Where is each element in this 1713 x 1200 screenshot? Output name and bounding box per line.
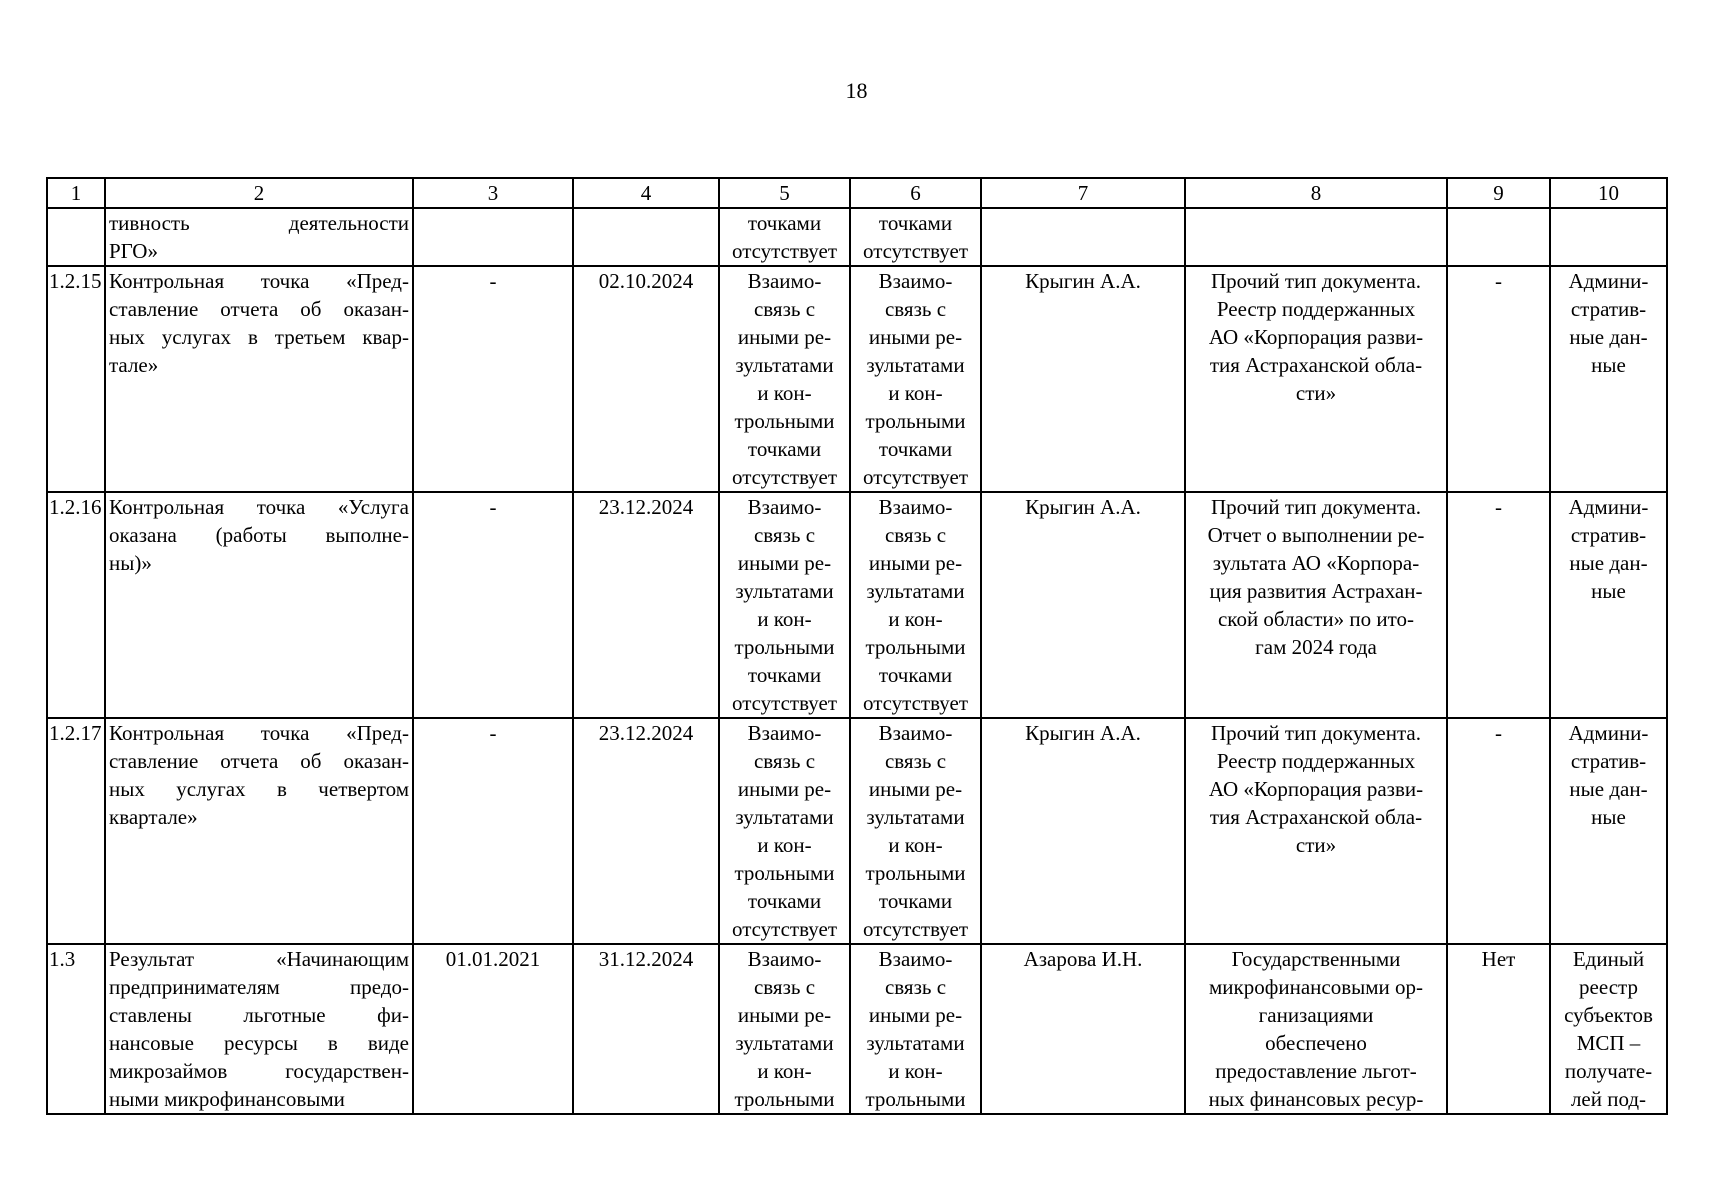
relation-cell-6-line: иными ре- <box>868 325 963 349</box>
relation-cell-6-line: связь с <box>884 297 947 321</box>
data-source-cell-line: стратив- <box>1570 297 1647 321</box>
data-source-cell-line: Админи- <box>1568 495 1649 519</box>
end-date-cell: 02.10.2024 <box>573 266 719 492</box>
name-cell-line: ными микрофинансовыми <box>109 1087 345 1111</box>
relation-cell-5-line: отсутствует <box>731 917 838 941</box>
name-cell <box>105 944 413 1114</box>
name-cell-line: микрозаймов государствен- <box>109 1059 409 1083</box>
table-row <box>47 492 1667 718</box>
document-type-cell-line: АО «Корпорация разви- <box>1208 777 1424 801</box>
header-cell-2: 2 <box>105 178 413 208</box>
data-source-cell-line: ные дан- <box>1569 325 1648 349</box>
relation-cell-6-line: иными ре- <box>868 1003 963 1027</box>
document-type-cell-line: тия Астраханской обла- <box>1209 353 1423 377</box>
relation-cell-5-line: и кон- <box>757 381 812 405</box>
relation-cell-6-line: связь с <box>884 975 947 999</box>
data-source-cell-line: Единый <box>1572 947 1645 971</box>
name-cell-line: Результат «Начинающим <box>109 947 409 971</box>
relation-cell-6-line: иными ре- <box>868 777 963 801</box>
data-source-cell-line: ные дан- <box>1569 777 1648 801</box>
relation-cell-5-line: связь с <box>753 975 816 999</box>
relation-cell-6-line: зультатами <box>866 1031 965 1055</box>
data-source-cell-line: Админи- <box>1568 721 1649 745</box>
relation-cell-6-line: зультатами <box>866 805 965 829</box>
name-cell-line: нансовые ресурсы в виде <box>109 1031 409 1055</box>
relation-cell-6 <box>850 208 981 266</box>
document-type-cell-line: Прочий тип документа. <box>1211 721 1421 745</box>
header-cell-7: 7 <box>981 178 1185 208</box>
table-row <box>47 944 1667 1114</box>
relation-cell-5-line: зультатами <box>735 1031 834 1055</box>
header-cell-10: 10 <box>1550 178 1667 208</box>
header-cell-5: 5 <box>719 178 850 208</box>
relation-cell-5-line: точками <box>747 437 822 461</box>
document-type-cell-line: предоставление льгот- <box>1215 1059 1417 1083</box>
document-type-cell-line: сти» <box>1295 381 1337 405</box>
document-type-cell-line: обеспечено <box>1265 1031 1367 1055</box>
data-source-cell-line: ные <box>1591 579 1626 603</box>
header-cell-6: 6 <box>850 178 981 208</box>
data-source-cell <box>1550 492 1667 718</box>
data-source-cell <box>1550 208 1667 266</box>
column-9-cell: - <box>1447 718 1550 944</box>
relation-cell-5-line: Взаимо- <box>747 495 822 519</box>
relation-cell-6-line: трольными <box>865 409 966 433</box>
header-cell-1: 1 <box>47 178 105 208</box>
relation-cell-6-line: Взаимо- <box>878 947 953 971</box>
relation-cell-6-line: отсутствует <box>862 917 969 941</box>
relation-cell-6-line: зультатами <box>866 353 965 377</box>
relation-cell-6 <box>850 944 981 1114</box>
relation-cell-5-line: и кон- <box>757 833 812 857</box>
name-cell-line: квартале» <box>109 805 198 829</box>
table-row <box>47 208 1667 266</box>
relation-cell-5 <box>719 718 850 944</box>
relation-cell-5 <box>719 944 850 1114</box>
name-cell <box>105 718 413 944</box>
document-type-cell-line: АО «Корпорация разви- <box>1208 325 1424 349</box>
start-date-cell: 01.01.2021 <box>413 944 573 1114</box>
relation-cell-6-line: точками <box>878 889 953 913</box>
relation-cell-6-line: зультатами <box>866 579 965 603</box>
end-date-cell: 31.12.2024 <box>573 944 719 1114</box>
document-type-cell-line: тия Астраханской обла- <box>1209 805 1423 829</box>
relation-cell-6-line: Взаимо- <box>878 495 953 519</box>
document-type-cell-line: Прочий тип документа. <box>1211 269 1421 293</box>
row-number-cell: 1.3 <box>47 944 105 1114</box>
relation-cell-6-line: точками <box>878 211 953 235</box>
column-9-cell: Нет <box>1447 944 1550 1114</box>
name-cell-line: ставление отчета об оказан- <box>109 297 409 321</box>
name-cell-line: ставлены льготные фи- <box>109 1003 409 1027</box>
relation-cell-5-line: связь с <box>753 523 816 547</box>
start-date-cell: - <box>413 266 573 492</box>
document-type-cell <box>1185 718 1447 944</box>
relation-cell-5-line: точками <box>747 211 822 235</box>
name-cell <box>105 492 413 718</box>
document-type-cell-line: зультата АО «Корпора- <box>1212 551 1420 575</box>
relation-cell-5-line: связь с <box>753 749 816 773</box>
responsible-cell: Азарова И.Н. <box>981 944 1185 1114</box>
name-cell-line: тивность деятельности <box>109 211 409 235</box>
relation-cell-5-line: зультатами <box>735 579 834 603</box>
relation-cell-6 <box>850 266 981 492</box>
relation-cell-5-line: Взаимо- <box>747 947 822 971</box>
relation-cell-5-line: отсутствует <box>731 691 838 715</box>
relation-cell-5-line: Взаимо- <box>747 269 822 293</box>
relation-cell-5-line: точками <box>747 889 822 913</box>
relation-cell-6-line: и кон- <box>888 607 943 631</box>
relation-cell-5 <box>719 266 850 492</box>
name-cell-line: Контрольная точка «Пред- <box>109 269 409 293</box>
table-row <box>47 718 1667 944</box>
data-source-cell-line: реестр <box>1579 975 1638 999</box>
table-header-row <box>47 178 1667 208</box>
relation-cell-6-line: отсутствует <box>862 691 969 715</box>
relation-cell-5-line: точками <box>747 663 822 687</box>
relation-cell-5-line: иными ре- <box>737 325 832 349</box>
relation-cell-6-line: точками <box>878 663 953 687</box>
relation-cell-6-line: Взаимо- <box>878 269 953 293</box>
relation-cell-6-line: трольными <box>865 1087 966 1111</box>
relation-cell-5-line: трольными <box>734 861 835 885</box>
name-cell <box>105 266 413 492</box>
document-type-cell <box>1185 492 1447 718</box>
row-number-cell: 1.2.17 <box>47 718 105 944</box>
document-type-cell-line: микрофинансовыми ор- <box>1209 975 1423 999</box>
document-type-cell-line: гам 2024 года <box>1255 635 1377 659</box>
column-9-cell: - <box>1447 492 1550 718</box>
data-source-cell-line: ные дан- <box>1569 551 1648 575</box>
document-type-cell-line: ской области» по ито- <box>1217 607 1414 631</box>
start-date-cell: - <box>413 718 573 944</box>
relation-cell-5-line: иными ре- <box>737 551 832 575</box>
relation-cell-6-line: связь с <box>884 749 947 773</box>
relation-cell-6-line: и кон- <box>888 1059 943 1083</box>
document-type-cell-line: Государственными <box>1231 947 1401 971</box>
data-source-cell <box>1550 944 1667 1114</box>
relation-cell-6-line: иными ре- <box>868 551 963 575</box>
relation-cell-5-line: зультатами <box>735 805 834 829</box>
document-type-cell <box>1185 208 1447 266</box>
relation-cell-5-line: отсутствует <box>731 239 838 263</box>
name-cell-line: предпринимателям предо- <box>109 975 409 999</box>
start-date-cell: - <box>413 492 573 718</box>
relation-cell-5-line: иными ре- <box>737 777 832 801</box>
name-cell-line: РГО» <box>109 239 158 263</box>
name-cell-line: ны)» <box>109 551 152 575</box>
row-number-cell: 1.2.15 <box>47 266 105 492</box>
row-number-cell: 1.2.16 <box>47 492 105 718</box>
document-type-cell-line: Отчет о выполнении ре- <box>1207 523 1425 547</box>
relation-cell-5-line: Взаимо- <box>747 721 822 745</box>
relation-cell-5-line: трольными <box>734 635 835 659</box>
data-source-cell <box>1550 718 1667 944</box>
column-9-cell <box>1447 208 1550 266</box>
data-source-cell-line: стратив- <box>1570 523 1647 547</box>
responsible-cell: Крыгин А.А. <box>981 492 1185 718</box>
column-9-cell: - <box>1447 266 1550 492</box>
responsible-cell: Крыгин А.А. <box>981 266 1185 492</box>
start-date-cell <box>413 208 573 266</box>
relation-cell-6-line: связь с <box>884 523 947 547</box>
data-source-cell-line: лей под- <box>1570 1087 1647 1111</box>
document-type-cell-line: Прочий тип документа. <box>1211 495 1421 519</box>
relation-cell-5-line: трольными <box>734 1087 835 1111</box>
header-cell-3: 3 <box>413 178 573 208</box>
data-source-cell-line: субъектов <box>1564 1003 1653 1027</box>
relation-cell-6-line: точками <box>878 437 953 461</box>
end-date-cell <box>573 208 719 266</box>
document-type-cell <box>1185 944 1447 1114</box>
name-cell <box>105 208 413 266</box>
relation-cell-5-line: отсутствует <box>731 465 838 489</box>
data-source-cell-line: получате- <box>1564 1059 1653 1083</box>
name-cell-line: ставление отчета об оказан- <box>109 749 409 773</box>
relation-cell-5 <box>719 208 850 266</box>
relation-cell-6-line: трольными <box>865 861 966 885</box>
document-type-cell-line: ганизациями <box>1258 1003 1374 1027</box>
data-source-cell-line: стратив- <box>1570 749 1647 773</box>
name-cell-line: Контрольная точка «Услуга <box>109 495 409 519</box>
relation-cell-6 <box>850 492 981 718</box>
document-table <box>46 177 1668 1115</box>
relation-cell-5-line: и кон- <box>757 1059 812 1083</box>
relation-cell-6-line: и кон- <box>888 381 943 405</box>
relation-cell-6-line: отсутствует <box>862 465 969 489</box>
end-date-cell: 23.12.2024 <box>573 718 719 944</box>
row-number-cell <box>47 208 105 266</box>
relation-cell-6-line: отсутствует <box>862 239 969 263</box>
document-type-cell-line: Реестр поддержанных <box>1216 297 1416 321</box>
name-cell-line: ных услугах в третьем квар- <box>109 325 409 349</box>
relation-cell-6-line: Взаимо- <box>878 721 953 745</box>
data-source-cell-line: Админи- <box>1568 269 1649 293</box>
relation-cell-6-line: трольными <box>865 635 966 659</box>
document-type-cell <box>1185 266 1447 492</box>
table-row <box>47 266 1667 492</box>
header-cell-8: 8 <box>1185 178 1447 208</box>
relation-cell-5 <box>719 492 850 718</box>
data-source-cell <box>1550 266 1667 492</box>
relation-cell-5-line: трольными <box>734 409 835 433</box>
header-cell-9: 9 <box>1447 178 1550 208</box>
document-type-cell-line: сти» <box>1295 833 1337 857</box>
responsible-cell: Крыгин А.А. <box>981 718 1185 944</box>
name-cell-line: Контрольная точка «Пред- <box>109 721 409 745</box>
data-source-cell-line: ные <box>1591 805 1626 829</box>
data-source-cell-line: МСП – <box>1576 1031 1641 1055</box>
page-number: 18 <box>845 78 868 103</box>
name-cell-line: ных услугах в четвертом <box>109 777 409 801</box>
relation-cell-5-line: связь с <box>753 297 816 321</box>
document-type-cell-line: ных финансовых ресур- <box>1208 1087 1424 1111</box>
relation-cell-6-line: и кон- <box>888 833 943 857</box>
header-cell-4: 4 <box>573 178 719 208</box>
name-cell-line: оказана (работы выполне- <box>109 523 409 547</box>
document-type-cell-line: ция развития Астрахан- <box>1209 579 1423 603</box>
end-date-cell: 23.12.2024 <box>573 492 719 718</box>
data-source-cell-line: ные <box>1591 353 1626 377</box>
relation-cell-6 <box>850 718 981 944</box>
document-type-cell-line: Реестр поддержанных <box>1216 749 1416 773</box>
relation-cell-5-line: зультатами <box>735 353 834 377</box>
name-cell-line: тале» <box>109 353 159 377</box>
responsible-cell <box>981 208 1185 266</box>
relation-cell-5-line: и кон- <box>757 607 812 631</box>
relation-cell-5-line: иными ре- <box>737 1003 832 1027</box>
